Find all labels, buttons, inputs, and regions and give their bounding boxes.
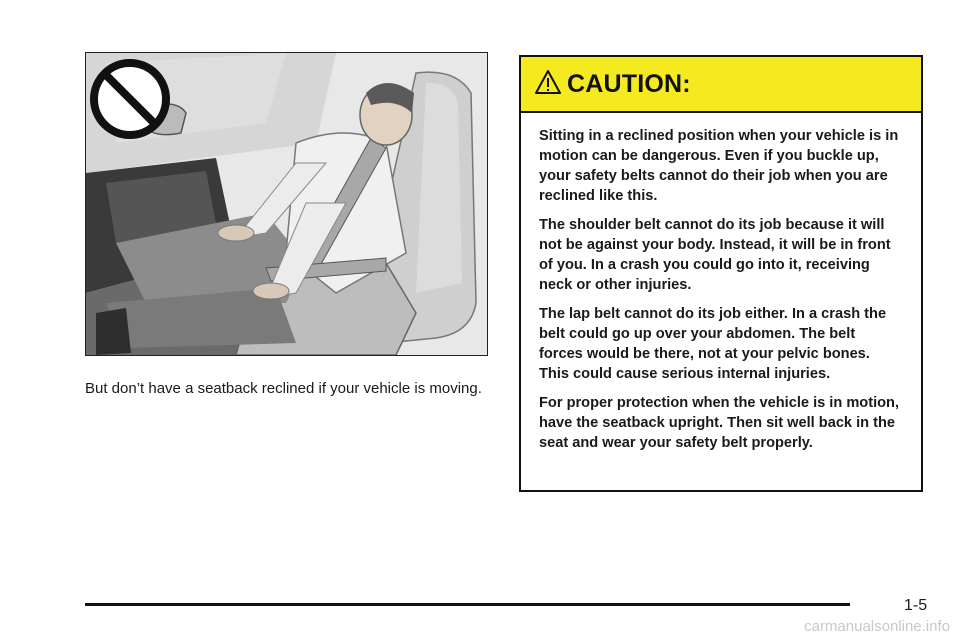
warning-triangle-icon — [535, 69, 561, 95]
reclined-seat-illustration — [85, 52, 488, 356]
footer-rule — [85, 603, 850, 606]
caution-header — [521, 57, 921, 113]
caution-paragraph: The shoulder belt cannot do its job because it will not be against your body. Instead, it will be in front of you. In a crash you could go into it, receiving neck or other injuries. — [539, 217, 891, 293]
caution-paragraph: The lap belt cannot do its job either. In a crash the belt could go up over your abdomen. The belt forces would be there, not at your pelvic bones. This could cause serious internal injuries. — [539, 306, 887, 382]
caution-title: CAUTION: — [567, 69, 691, 98]
caution-body — [521, 113, 921, 453]
body-text: But don’t have a seatback reclined if your vehicle is moving. — [85, 380, 482, 397]
caution-paragraph: For proper protection when the vehicle is in motion, have the seatback upright. Then sit well back in the seat and wear your safety belt properly. — [539, 395, 900, 451]
watermark: carmanualsonline.info — [804, 618, 950, 635]
caution-paragraph: Sitting in a reclined position when your vehicle is in motion can be dangerous. Even if you buckle up, your safety belts cannot do their job when you are reclined like this. — [539, 128, 899, 204]
caution-box — [519, 55, 923, 492]
page-number: 1-5 — [904, 597, 928, 614]
